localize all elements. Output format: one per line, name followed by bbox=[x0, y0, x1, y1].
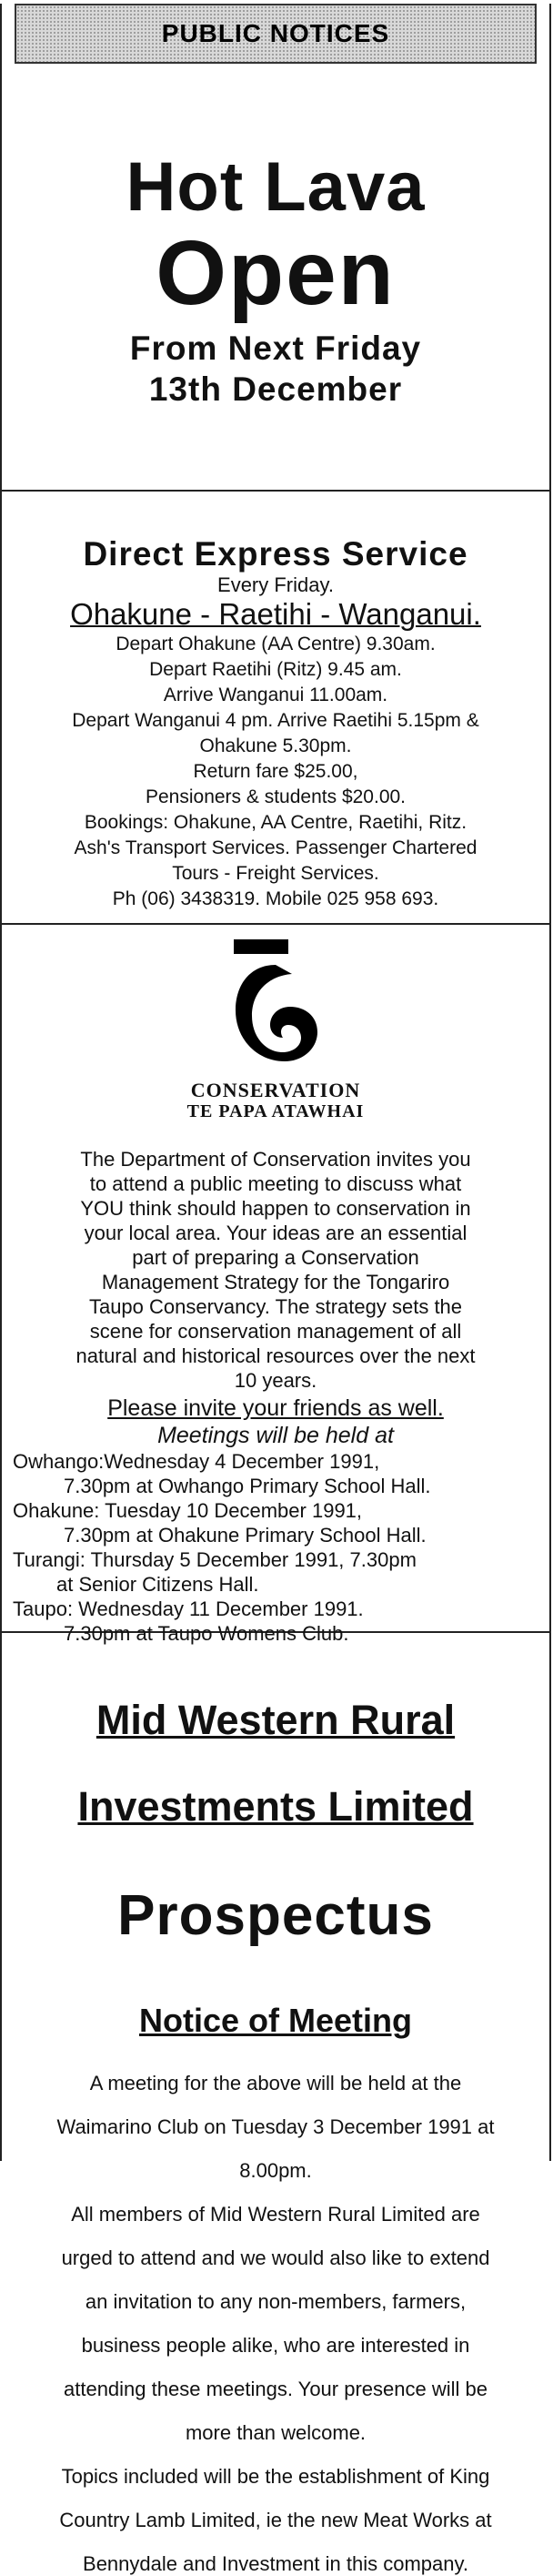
doc-body-line: scene for conservation management of all bbox=[89, 1320, 462, 1343]
mw-body-line: Bennydale and Investment in this company. bbox=[83, 2552, 468, 2575]
mw-body-line: 8.00pm. bbox=[239, 2159, 312, 2182]
hot-lava-line4: 13th December bbox=[148, 370, 403, 408]
doc-body bbox=[2, 1147, 549, 1393]
doc-body-line: part of preparing a Conservation bbox=[132, 1246, 419, 1269]
express-route: Ohakune - Raetihi - Wanganui. bbox=[70, 597, 481, 631]
meeting-line: 7.30pm at Ohakune Primary School Hall. bbox=[64, 1524, 427, 1547]
doc-meetings-list bbox=[2, 1449, 549, 1646]
doc-org-name: CONSERVATION bbox=[190, 1079, 361, 1101]
doc-body-line: The Department of Conservation invites you bbox=[80, 1148, 471, 1171]
doc-body-line: YOU think should happen to conservation in bbox=[80, 1197, 471, 1220]
meeting-line: Taupo: Wednesday 11 December 1991. bbox=[13, 1597, 364, 1620]
hot-lava-line3: From Next Friday bbox=[129, 330, 422, 367]
hot-lava-line2: Open bbox=[156, 222, 396, 324]
express-line: Return fare $25.00, bbox=[193, 761, 358, 782]
express-line: Ash's Transport Services. Passenger Chartered bbox=[74, 837, 478, 858]
doc-body-line: Taupo Conservancy. The strategy sets the bbox=[88, 1295, 463, 1318]
mid-western-notice bbox=[2, 1633, 549, 2576]
hot-lava-notice bbox=[2, 64, 549, 492]
meeting-line: Ohakune: Tuesday 10 December 1991, bbox=[13, 1499, 363, 1522]
mw-body-line: business people alike, who are interested in bbox=[81, 2334, 470, 2357]
mw-body-line: Waimarino Club on Tuesday 3 December 1991 at bbox=[56, 2115, 495, 2138]
meeting-line: 7.30pm at Owhango Primary School Hall. bbox=[64, 1475, 431, 1497]
doc-body-line: natural and historical resources over the next bbox=[75, 1344, 476, 1367]
doc-invite: Please invite your friends as well. bbox=[107, 1395, 444, 1421]
express-line: Ph (06) 3438319. Mobile 025 958 693. bbox=[112, 888, 439, 909]
express-title: Direct Express Service bbox=[83, 535, 468, 573]
public-notices-page bbox=[0, 4, 551, 2575]
express-line: Bookings: Ohakune, AA Centre, Raetihi, Ritz. bbox=[84, 812, 468, 833]
express-line: Depart Ohakune (AA Centre) 9.30am. bbox=[116, 634, 436, 654]
doc-body-line: to attend a public meeting to discuss what bbox=[89, 1172, 462, 1195]
direct-express-notice bbox=[2, 492, 549, 925]
express-line: Pensioners & students $20.00. bbox=[145, 786, 407, 807]
mw-body-line: an invitation to any non-members, farmers, bbox=[85, 2290, 467, 2313]
mw-body-line: more than welcome. bbox=[185, 2421, 367, 2444]
hot-lava-line1: Hot Lava bbox=[126, 148, 426, 226]
meeting-line: 7.30pm at Taupo Womens Club. bbox=[64, 1622, 349, 1645]
mw-body-line: attending these meetings. Your presence will be bbox=[64, 2378, 488, 2400]
mw-body-line: All members of Mid Western Rural Limited are bbox=[71, 2203, 480, 2226]
meeting-line: at Senior Citizens Hall. bbox=[56, 1573, 259, 1596]
express-line: Arrive Wanganui 11.00am. bbox=[163, 685, 388, 705]
express-subtitle: Every Friday. bbox=[217, 573, 334, 596]
doc-org-maori-name: TE PAPA ATAWHAI bbox=[186, 1101, 365, 1121]
section-header bbox=[15, 4, 537, 64]
doc-body-line: 10 years. bbox=[234, 1369, 317, 1392]
mw-body-line: Topics included will be the establishment of King bbox=[61, 2465, 490, 2488]
meeting-line: Turangi: Thursday 5 December 1991, 7.30pm bbox=[13, 1548, 417, 1571]
doc-body-line: your local area. Your ideas are an essential bbox=[84, 1222, 468, 1244]
express-line: Depart Wanganui 4 pm. Arrive Raetihi 5.15pm & bbox=[72, 710, 479, 731]
mw-body-line: urged to attend and we would also like to extend bbox=[61, 2246, 490, 2269]
mw-body bbox=[2, 2072, 549, 2576]
doc-body-line: Management Strategy for the Tongariro bbox=[101, 1271, 450, 1293]
express-line: Ohakune 5.30pm. bbox=[199, 735, 352, 756]
express-line: Tours - Freight Services. bbox=[172, 863, 379, 884]
mw-notice: Notice of Meeting bbox=[138, 2002, 412, 2039]
express-line: Depart Raetihi (Ritz) 9.45 am. bbox=[149, 659, 402, 680]
doc-koru-logo-icon bbox=[232, 938, 319, 1065]
conservation-notice bbox=[2, 925, 549, 1645]
doc-meetings-heading: Meetings will be held at bbox=[157, 1423, 394, 1448]
meeting-line: Owhango:Wednesday 4 December 1991, bbox=[13, 1450, 380, 1473]
mw-body-line: Country Lamb Limited, ie the new Meat Works at bbox=[59, 2509, 492, 2531]
header-title: PUBLIC NOTICES bbox=[161, 19, 390, 47]
mw-prospectus: Prospectus bbox=[117, 1884, 434, 1947]
mw-title-line1: Mid Western Rural bbox=[96, 1697, 456, 1743]
mw-title-line2: Investments Limited bbox=[77, 1783, 474, 1830]
mw-body-line: A meeting for the above will be held at the bbox=[89, 2072, 462, 2094]
